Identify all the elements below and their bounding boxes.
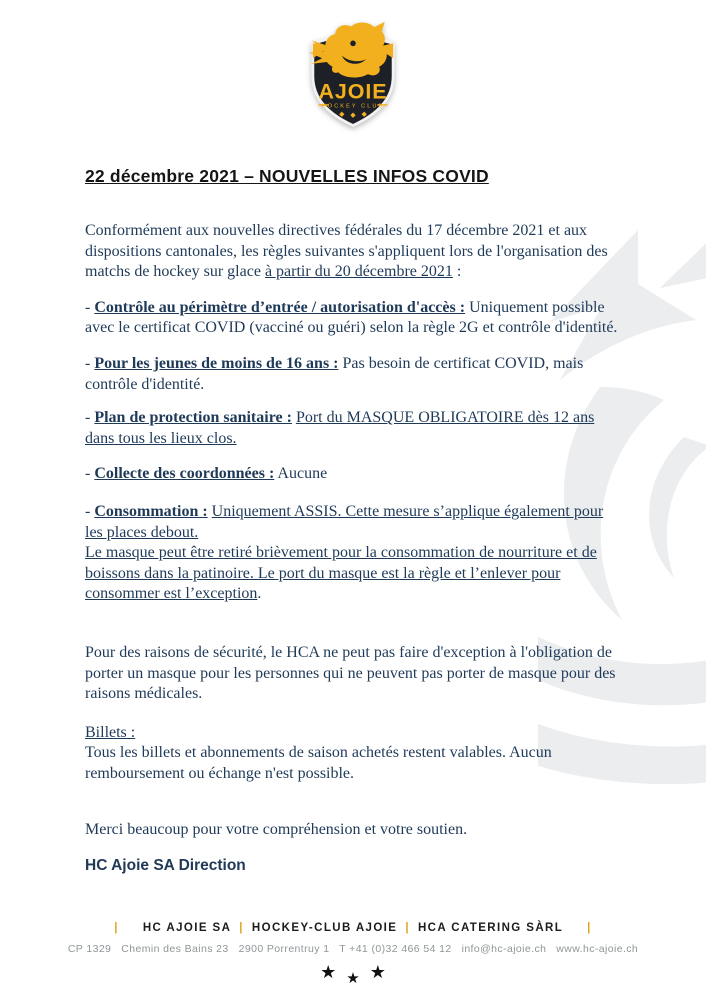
footer-stars [0, 962, 706, 987]
separator-bar: | [587, 922, 592, 934]
signature: HC Ajoie SA Direction [85, 857, 246, 875]
document-body [85, 221, 624, 841]
text-segment: Consommation : [94, 502, 208, 520]
text-segment: : [452, 263, 462, 281]
text-segment: Merci beaucoup pour votre compréhension et votre soutien. [85, 821, 468, 839]
text-segment: Pas besoin de certificat COVID, mais contrôle d'identité. [85, 354, 584, 393]
text-segment: Collecte des coordonnées : [94, 465, 275, 483]
text-segment: à partir du 20 décembre 2021 [264, 263, 453, 281]
paragraph [85, 464, 624, 485]
text-segment: - [85, 354, 95, 372]
separator-bar: | [405, 922, 410, 934]
org-item: HCA CATERING SÀRL [417, 922, 564, 934]
footer [0, 922, 706, 987]
text-segment: Plan de protection sanitaire : [94, 409, 292, 427]
text-segment: - [85, 409, 95, 427]
letter-content [85, 166, 624, 875]
page-title: 22 décembre 2021 – NOUVELLES INFOS COVID [85, 166, 489, 186]
text-segment: Conformément aux nouvelles directives fédérales du 17 décembre 2021 et aux dispositions cantonales, les règles suivantes s'appliquent lors de l'organisation des matchs de hockey sur glace [85, 222, 608, 281]
paragraph [85, 643, 624, 705]
separator-bar: | [239, 922, 244, 934]
logo-subtitle: HOCKEY CLUB [321, 103, 385, 110]
dragon-badge-icon [297, 20, 409, 132]
text-segment: - [85, 298, 95, 316]
text-segment: - [85, 465, 95, 483]
club-logo [0, 20, 706, 132]
separator-bar: | [114, 922, 119, 934]
org-item: HOCKEY-CLUB AJOIE [251, 922, 398, 934]
paragraph [85, 354, 624, 395]
text-segment: Uniquement ASSIS. Cette mesure s’applique également pour les places debout. [85, 502, 604, 541]
paragraph [85, 723, 624, 785]
text-segment: Port du MASQUE OBLIGATOIRE dès 12 ans dans tous les lieux clos. [85, 409, 595, 447]
text-segment: Le masque peut être retiré brièvement pour la consommation de nourriture et de boissons dans la patinoire. Le port du masque est la règle et l’enlever pour consommer est l’exception [85, 544, 597, 603]
star-icon: ★ [346, 970, 360, 987]
text-segment: - [85, 502, 95, 520]
footer-address: CP 1329 Chemin des Bains 23 2900 Porrentruy 1 T +41 (0)32 466 54 12 info@hc-ajoie.ch www.hc-ajoie.ch [67, 943, 639, 955]
paragraph [85, 221, 624, 283]
text-segment: Pour des raisons de sécurité, le HCA ne peut pas faire d'exception à l'obligation de porter un masque pour les personnes qui ne peuvent pas porter de masque pour des raisons médicales. [85, 643, 616, 703]
footer-orgs [0, 922, 706, 934]
paragraph [85, 820, 624, 841]
star-icon: ★ [369, 962, 386, 982]
text-segment: Contrôle au périmètre d’entrée / autorisation d'accès : [94, 298, 466, 316]
text-segment: . [257, 585, 262, 603]
text-segment: Aucune [274, 465, 328, 483]
paragraph [85, 502, 624, 605]
text-segment: Billets : [85, 723, 136, 741]
text-segment: Tous les billets et abonnements de saison achetés restent valables. Aucun remboursement ou échange n'est possible. [85, 744, 552, 782]
star-icon: ★ [320, 962, 337, 982]
paragraph [85, 298, 624, 339]
logo-club-name: AJOIE [318, 79, 388, 104]
text-segment: Uniquement possible avec le certificat COVID (vacciné ou guéri) selon la règle 2G et contrôle d'identité. [85, 298, 618, 337]
org-item: HC AJOIE SA [142, 922, 232, 934]
text-segment: Pour les jeunes de moins de 16 ans : [94, 354, 339, 372]
paragraph [85, 408, 624, 449]
